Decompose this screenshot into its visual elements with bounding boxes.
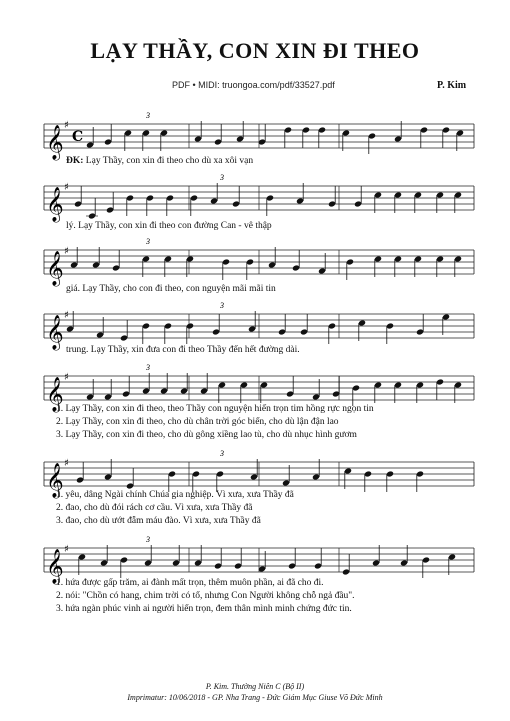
sharp-icon: ♯ (64, 310, 69, 321)
tuplet-mark: 3 (220, 449, 224, 458)
refrain-line-2: lý. Lạy Thầy, con xin đi theo con đường Can - vê thập (66, 221, 272, 231)
sharp-icon: ♯ (64, 372, 69, 383)
verse-block-3-line-3: 3. hứa ngàn phúc vinh ai người hiến trọn, đem thân mình minh chứng đức tin. (56, 604, 352, 614)
composer: P. Kim (437, 80, 467, 91)
verse-block-2-line-1: 1. yêu, dâng Ngài chính Chúa gia nghiệp. Vì xưa, xưa Thầy đã (56, 490, 294, 500)
tuplet-mark: 3 (146, 363, 150, 372)
tuplet-mark: 3 (146, 237, 150, 246)
tuplet-mark: 3 (220, 173, 224, 182)
refrain-line-3: giá. Lạy Thầy, cho con đi theo, con nguyện mãi mãi tin (66, 284, 276, 294)
staff-lines (0, 360, 510, 440)
treble-clef-icon: 𝄞 (46, 125, 64, 160)
treble-clef-icon: 𝄞 (46, 315, 64, 350)
footer-line-1: P. Kim. Thường Niên C (Bộ II) (205, 682, 305, 691)
verse-block-2-line-2: 2. đao, cho dù đói rách cơ cầu. Vì xưa, xưa Thầy đã (56, 503, 253, 513)
sharp-icon: ♯ (64, 246, 69, 257)
tuplet-mark: 3 (146, 535, 150, 544)
sharp-icon: ♯ (64, 120, 69, 131)
verse-block-1-line-3: 3. Lạy Thầy, con xin đi theo, cho dù gông xiềng lao tù, cho dù nhục hình gươm (56, 430, 357, 440)
tuplet-mark: 3 (220, 301, 224, 310)
time-signature: C (72, 129, 84, 145)
source-link[interactable]: PDF • MIDI: truongoa.com/pdf/33527.pdf (172, 80, 335, 90)
refrain-line-1: ĐK: Lạy Thầy, con xin đi theo cho dù xa xôi vạn (66, 156, 254, 166)
refrain-line-4: trung. Lạy Thầy, xin đưa con đi theo Thầy đến hết đường dài. (66, 345, 300, 355)
verse-block-3-line-1: 1. hứa được gấp trăm, ai đành mất trọn, thêm muôn phần, ai đã cho đi. (56, 578, 324, 588)
treble-clef-icon: 𝄞 (46, 463, 64, 498)
sharp-icon: ♯ (64, 458, 69, 469)
staff-system-5 (0, 360, 510, 440)
staff-system-6 (0, 446, 510, 526)
verse-block-2-line-3: 3. đao, cho dù ướt đẫm máu đào. Vì xưa, xưa Thầy đã (56, 516, 261, 526)
verse-block-1-line-1: 1. Lạy Thầy, con xin đi theo, theo Thầy con nguyện hiến trọn tim hồng rực ngọn tin (56, 404, 374, 414)
treble-clef-icon: 𝄞 (46, 187, 64, 222)
sharp-icon: ♯ (64, 182, 69, 193)
staff-lines (0, 446, 510, 526)
treble-clef-icon: 𝄞 (46, 251, 64, 286)
footer-line-2: Imprimatur: 10/06/2018 - GP. Nha Trang - Đức Giám Mục Giuse Võ Đức Minh (127, 693, 383, 702)
sharp-icon: ♯ (64, 544, 69, 555)
verse-block-1-line-2: 2. Lạy Thầy, con xin đi theo, cho dù chân trời góc biển, cho dù lận đận lao (56, 417, 339, 427)
treble-clef-icon: 𝄞 (46, 549, 64, 584)
refrain-label: ĐK: (66, 156, 84, 166)
song-title: LẠY THẦY, CON XIN ĐI THEO (90, 38, 420, 63)
tuplet-mark: 3 (146, 111, 150, 120)
verse-block-3-line-2: 2. nói: "Chồn có hang, chim trời có tổ, nhưng Con Người không chỗ ngả đầu". (56, 591, 355, 601)
treble-clef-icon: 𝄞 (46, 377, 64, 412)
